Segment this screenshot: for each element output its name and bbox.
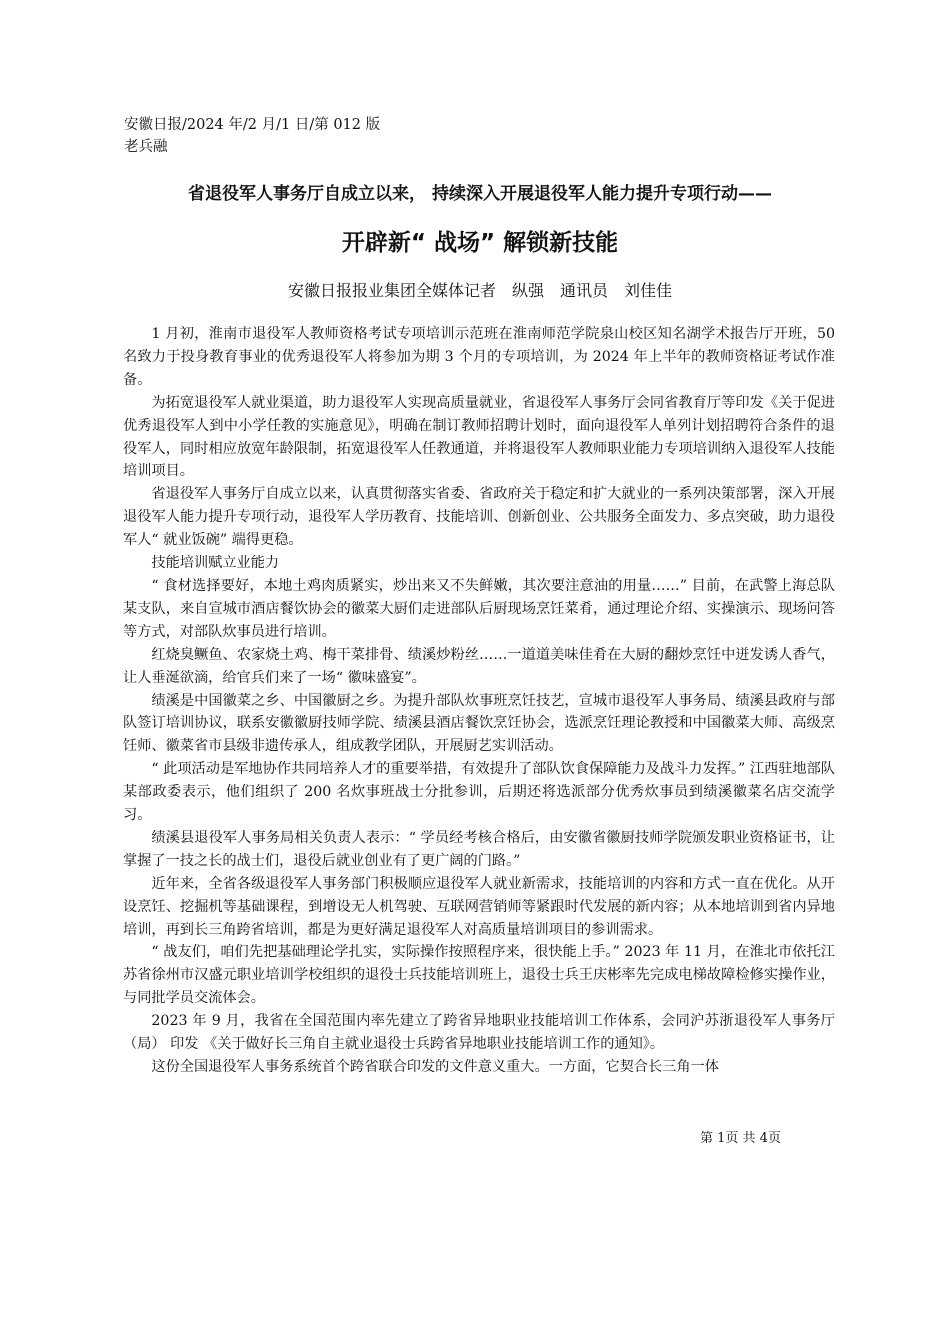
paragraph: 2023 年 9 月，我省在全国范围内率先建立了跨省异地职业技能培训工作体系，会同沪苏浙退役军人事务厅 （局） 印发 《关于做好长三角自主就业退役士兵跨省异地职业技能培训工作的通知》。 (123, 1013, 835, 1053)
section-heading: 技能培训赋立业能力 (151, 555, 280, 572)
paragraph: 这份全国退役军人事务系统首个跨省联合印发的文件意义重大。一方面，它契合长三角一体 (151, 1059, 719, 1075)
paragraph: 近年来，全省各级退役军人事务部门积极顺应退役军人就业新需求，技能培训的内容和方式一直在优化。从开设烹饪、挖掘机等基础课程，到增设无人机驾驶、互联网营销师等紧跟时代发展的新内容；从本地培训到省内异地培训，再到长三角跨省培训，都是为更好满足退役军人对高质量培训项目的参训需求。 (123, 875, 835, 938)
paragraph: 红烧臭鳜鱼、农家烧土鸡、梅干菜排骨、绩溪炒粉丝……一道道美味佳肴在大厨的翻炒烹饪中迸发诱人香气，让人垂涎欲滴，给官兵们来了一场“ 徽味盛宴”。 (123, 646, 835, 686)
paragraph: 绩溪是中国徽菜之乡、中国徽厨之乡。为提升部队炊事班烹饪技艺，宣城市退役军人事务局、绩溪县政府与部队签订培训协议，联系安徽徽厨技师学院、绩溪县酒店餐饮烹饪协会，选派烹饪理论教授和中国徽菜大师、高级烹饪师、徽菜省市县级非遗传承人，组成教学团队，开展厨艺实训活动。 (123, 692, 835, 755)
paragraph: “ 战友们，咱们先把基础理论学扎实，实际操作按照程序来，很快能上手。” 2023 年 11 月，在淮北市依托江苏省徐州市汉盛元职业培训学校组织的退役士兵技能培训班上，退役士兵王庆彬率先完成电梯故障检修实操作业，与同批学员交流体会。 (123, 944, 835, 1007)
article-body (123, 323, 835, 1079)
article-title: 开辟新“ 战场” 解锁新技能 (341, 230, 619, 256)
paragraph: 为拓宽退役军人就业渠道，助力退役军人实现高质量就业，省退役军人事务厅会同省教育厅等印发《关于促进优秀退役军人到中小学任教的实施意见》，明确在制订教师招聘计划时，面向退役军人单列计划招聘符合条件的退役军人，同时相应放宽年龄限制，拓宽退役军人任教通道，并将退役军人教师职业能力专项培训纳入退役军人技能培训项目。 (123, 394, 835, 480)
paragraph: 省退役军人事务厅自成立以来，认真贯彻落实省委、省政府关于稳定和扩大就业的一系列决策部署，深入开展退役军人能力提升专项行动，退役军人学历教育、技能培训、创新创业、公共服务全面发力、多点突破，助力退役军人“ 就业饭碗” 端得更稳。 (123, 486, 835, 549)
article-subtitle: 省退役军人事务厅自成立以来， 持续深入开展退役军人能力提升专项行动—— (188, 184, 772, 204)
paragraph: 绩溪县退役军人事务局相关负责人表示：“ 学员经考核合格后，由安徽省徽厨技师学院颁发职业资格证书，让掌握了一技之长的战士们，退役后就业创业有了更广阔的门路。” (123, 829, 835, 869)
paragraph: “ 食材选择要好，本地土鸡肉质紧实，炒出来又不失鲜嫩，其次要注意油的用量……” 目前，在武警上海总队某支队，来自宣城市酒店餐饮协会的徽菜大厨们走进部队后厨现场烹饪菜肴，通过理论介绍、实操演示、现场问答等方式，对部队炊事员进行培训。 (123, 577, 835, 640)
page-indicator: 第 1页 共 4页 (700, 1131, 781, 1146)
source-line: 安徽日报/2024 年/2 月/1 日/第 012 版老兵融 (124, 117, 381, 155)
article-byline: 安徽日报报业集团全媒体记者 纵强 通讯员 刘佳佳 (287, 281, 672, 300)
paragraph: “ 此项活动是军地协作共同培养人才的重要举措，有效提升了部队饮食保障能力及战斗力发挥。” 江西驻地部队某部政委表示，他们组织了 200 名炊事班战士分批参训，后期还将选派部分优秀炊事员到绩溪徽菜名店交流学习。 (123, 761, 835, 824)
paragraph: 1 月初，淮南市退役军人教师资格考试专项培训示范班在淮南师范学院泉山校区知名湖学术报告厅开班，50 名致力于投身教育事业的优秀退役军人将参加为期 3 个月的专项培训，为 2024 年上半年的教师资格证考试作准备。 (123, 326, 835, 388)
